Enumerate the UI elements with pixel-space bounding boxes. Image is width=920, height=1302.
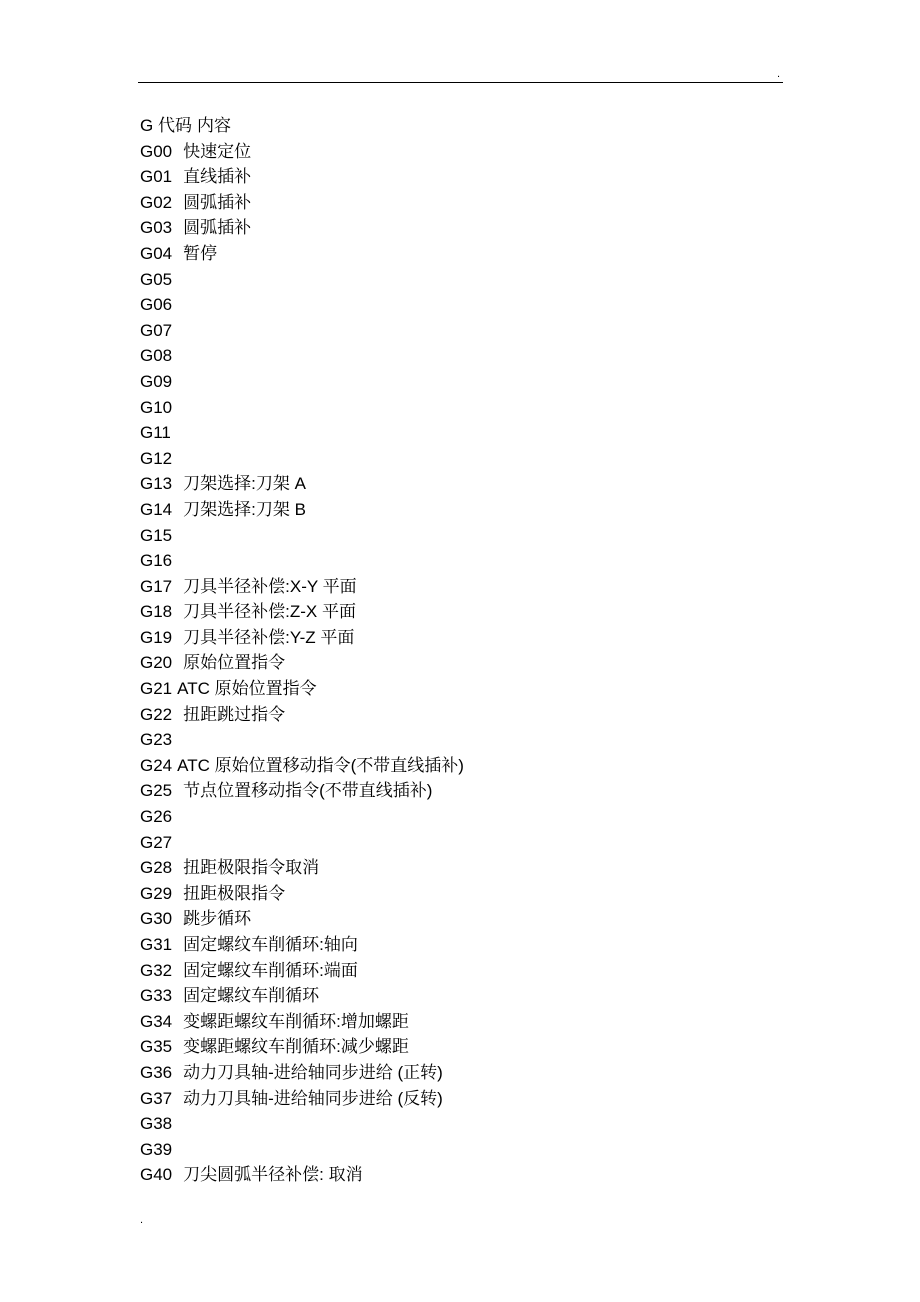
table-row: [140, 1086, 464, 1112]
g-code: G12: [140, 448, 173, 468]
table-header-row: [140, 113, 464, 139]
table-row: [140, 958, 464, 984]
g-code-description: 刀架选择:刀架 B: [183, 499, 306, 519]
g-code: G39: [140, 1139, 173, 1159]
g-code: G05: [140, 269, 173, 289]
table-row: [140, 804, 464, 830]
g-code-description: 圆弧插补: [183, 192, 252, 212]
footer-dot: .: [140, 1214, 144, 1226]
g-code: G07: [140, 320, 173, 340]
g-code: G30: [140, 909, 173, 929]
g-code: G04: [140, 243, 173, 263]
g-code: G27: [140, 832, 173, 852]
g-code: G28: [140, 858, 173, 878]
g-code-description: 刀尖圆弧半径补偿: 取消: [183, 1165, 363, 1185]
g-code-description: 节点位置移动指令(不带直线插补): [183, 781, 433, 801]
table-row: [140, 446, 464, 472]
table-row: [140, 471, 464, 497]
table-row: [140, 702, 464, 728]
table-row: [140, 574, 464, 600]
g-code-description: 刀具半径补偿:X-Y 平面: [183, 576, 357, 596]
g-code-description: 原始位置指令: [183, 653, 286, 673]
g-code-description: 动力刀具轴-进给轴同步进给 (反转): [183, 1088, 443, 1108]
g-code-description: 扭距极限指令: [183, 883, 286, 903]
table-row: [140, 1162, 464, 1188]
g-code-description: 刀具半径补偿:Z-X 平面: [183, 602, 356, 622]
g-code-description: ATC 原始位置移动指令(不带直线插补): [177, 755, 464, 775]
g-code: G11: [140, 423, 171, 443]
g-code-list: [140, 113, 464, 1188]
table-row: [140, 139, 464, 165]
g-code: G02: [140, 192, 173, 212]
table-row: [140, 215, 464, 241]
g-code-description: 刀架选择:刀架 A: [183, 474, 306, 494]
g-code: G15: [140, 525, 173, 545]
g-code: G36: [140, 1062, 173, 1082]
g-code: G19: [140, 627, 173, 647]
g-code-description: 变螺距螺纹车削循环:减少螺距: [183, 1037, 409, 1057]
g-code-description: 固定螺纹车削循环:端面: [183, 960, 358, 980]
g-code-description: 变螺距螺纹车削循环:增加螺距: [183, 1011, 409, 1031]
g-code: G06: [140, 295, 173, 315]
table-row: [140, 164, 464, 190]
table-row: [140, 523, 464, 549]
table-row: [140, 420, 464, 446]
g-code-description: 刀具半径补偿:Y-Z 平面: [183, 627, 355, 647]
g-code: G01: [140, 167, 173, 187]
table-row: [140, 497, 464, 523]
table-row: [140, 395, 464, 421]
table-row: [140, 1034, 464, 1060]
table-row: [140, 778, 464, 804]
table-row: [140, 267, 464, 293]
g-code: G38: [140, 1114, 173, 1134]
g-code: G17: [140, 576, 173, 596]
table-row: [140, 753, 464, 779]
g-code-description: 扭距极限指令取消: [183, 858, 320, 878]
g-code-description: ATC 原始位置指令: [177, 679, 317, 699]
g-code: G22: [140, 704, 173, 724]
g-code-description: 跳步循环: [183, 909, 252, 929]
g-code: G31: [140, 935, 173, 954]
g-code: G16: [140, 551, 173, 571]
g-code-description: 圆弧插补: [183, 218, 252, 238]
header-dot: .: [777, 68, 781, 80]
table-row: [140, 727, 464, 753]
table-row: [140, 1137, 464, 1163]
table-row: [140, 318, 464, 344]
g-code-description: 扭距跳过指令: [183, 704, 286, 724]
g-code: G23: [140, 730, 173, 750]
g-code: G21: [140, 679, 173, 699]
table-row: [140, 881, 464, 907]
g-code: G08: [140, 346, 173, 366]
g-code-description: 暂停: [183, 243, 218, 263]
g-code: G25: [140, 781, 173, 801]
g-code: G26: [140, 807, 173, 827]
g-code: G14: [140, 499, 173, 519]
g-code: G40: [140, 1165, 173, 1185]
g-code-description: 动力刀具轴-进给轴同步进给 (正转): [183, 1062, 443, 1082]
table-row: [140, 932, 464, 958]
g-code: G18: [140, 602, 173, 622]
header-content-label: 内容: [196, 116, 231, 135]
header-rule: [138, 82, 783, 83]
table-row: [140, 292, 464, 318]
table-row: [140, 1009, 464, 1035]
table-row: [140, 548, 464, 574]
g-code: G20: [140, 653, 173, 673]
g-code-description: 快速定位: [183, 141, 252, 161]
table-row: [140, 830, 464, 856]
g-code-description: 直线插补: [183, 167, 252, 187]
table-row: [140, 650, 464, 676]
g-code: G35: [140, 1037, 173, 1057]
g-code: G29: [140, 883, 173, 903]
g-code-description: 固定螺纹车削循环: [183, 986, 320, 1006]
table-row: [140, 343, 464, 369]
table-row: [140, 855, 464, 881]
table-row: [140, 1111, 464, 1137]
g-code: G03: [140, 218, 173, 238]
table-row: [140, 190, 464, 216]
g-code: G00: [140, 141, 173, 161]
g-code: G09: [140, 371, 173, 391]
g-code: G24: [140, 755, 173, 775]
g-code: G37: [140, 1088, 173, 1108]
table-row: [140, 599, 464, 625]
table-row: [140, 241, 464, 267]
g-code: G13: [140, 474, 173, 494]
table-row: [140, 983, 464, 1009]
table-row: [140, 369, 464, 395]
table-row: [140, 906, 464, 932]
g-code: G10: [140, 397, 173, 417]
header-code-label: G 代码: [140, 116, 192, 135]
g-code: G34: [140, 1011, 173, 1031]
g-code: G32: [140, 960, 173, 980]
table-row: [140, 676, 464, 702]
table-row: [140, 1060, 464, 1086]
table-row: [140, 625, 464, 651]
g-code-description: 固定螺纹车削循环:轴向: [183, 935, 358, 954]
g-code: G33: [140, 986, 173, 1006]
